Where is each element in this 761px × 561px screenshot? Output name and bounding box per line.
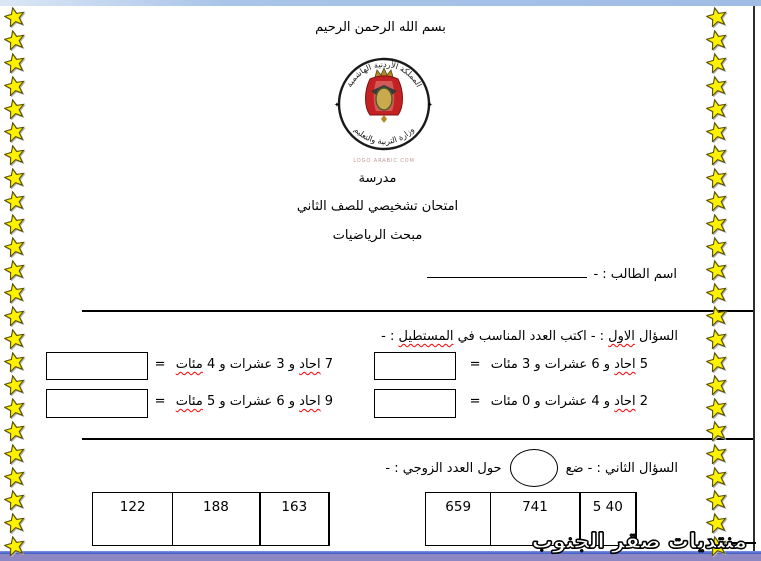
q2-title-after: حول العدد الزوجي : -: [385, 460, 502, 476]
student-name-row: [427, 263, 677, 282]
question1-title: [381, 329, 678, 344]
svg-text:✦: ✦: [334, 101, 340, 109]
hundreds-word: مئات: [490, 357, 518, 372]
star-icon: [4, 374, 25, 395]
tens-digit: 3: [276, 357, 285, 372]
star-icon: [4, 328, 25, 349]
equals-sign: =: [154, 394, 166, 409]
q1-problem-3: [470, 394, 648, 409]
star-icon: [4, 6, 25, 27]
q1-title-text: : - اكتب العدد المناسب في: [453, 329, 609, 344]
q1-title-text: السؤال: [634, 329, 678, 344]
number-value: 122: [119, 499, 146, 515]
star-icon: [4, 144, 25, 165]
tens-word: عشرات: [544, 394, 588, 409]
section-divider-2: [82, 438, 755, 440]
and-word: و: [288, 357, 296, 372]
subject-line: مبحث الرياضيات: [332, 228, 423, 243]
star-icon: [706, 190, 727, 211]
star-icon: [4, 29, 25, 50]
star-icon: [706, 397, 727, 418]
svg-text:✦: ✦: [427, 101, 433, 109]
ones-word: احاد: [299, 357, 321, 372]
ones-digit: 5: [639, 357, 648, 372]
tens-word: عشرات: [229, 357, 273, 372]
and-word: و: [219, 357, 226, 372]
star-icon: [706, 236, 727, 257]
q1-title-misspelled-word: المستطيل: [398, 329, 454, 344]
ministry-of-education-logo: [330, 57, 438, 164]
exam-title-line: امتحان تشخيصي للصف الثاني: [296, 199, 459, 214]
equals-sign: =: [469, 394, 481, 409]
star-icon: [706, 98, 727, 119]
number-value: 659: [445, 499, 472, 515]
ones-word: احاد: [614, 357, 636, 372]
number-cell[interactable]: [426, 493, 490, 545]
school-line: مدرسة: [358, 171, 397, 186]
ones-digit: 9: [324, 394, 333, 409]
star-icon: [4, 75, 25, 96]
ones-word: احاد: [614, 394, 636, 409]
star-icon: [706, 328, 727, 349]
star-icon: [4, 282, 25, 303]
ones-digit: 7: [324, 357, 333, 372]
number-value: 5 40: [592, 499, 623, 515]
star-icon: [4, 259, 25, 280]
answer-box-1[interactable]: [374, 352, 456, 380]
star-icon: [706, 420, 727, 441]
star-icon: [706, 29, 727, 50]
star-icon: [4, 52, 25, 73]
ones-digit: 2: [639, 394, 648, 409]
star-icon: [4, 420, 25, 441]
star-icon: [4, 489, 25, 510]
q1-title-text: : -: [381, 329, 399, 344]
star-icon: [706, 489, 727, 510]
star-icon: [706, 167, 727, 188]
tens-digit: 6: [591, 357, 600, 372]
star-icon: [4, 466, 25, 487]
number-cell[interactable]: [93, 493, 172, 545]
student-name-label: اسم الطالب : -: [593, 267, 677, 282]
bismillah-text: بسم الله الرحمن الرحيم: [315, 20, 446, 35]
q1-problem-2: [155, 357, 333, 372]
section-divider-1: [82, 310, 755, 312]
star-icon: [4, 121, 25, 142]
star-icon: [4, 535, 25, 556]
answer-box-2[interactable]: [46, 352, 148, 380]
and-word: و: [288, 394, 296, 409]
jordan-emblem-icon: [330, 57, 438, 151]
number-cell[interactable]: [260, 493, 329, 545]
student-name-blank[interactable]: [427, 263, 587, 278]
star-icon: [706, 374, 727, 395]
hundreds-digit: 5: [206, 394, 216, 409]
and-word: و: [603, 357, 611, 372]
and-word: و: [534, 357, 541, 372]
q1-title-misspelled-word: الاول: [608, 329, 635, 344]
hundreds-word: مئات: [490, 394, 518, 409]
oval-shape: [510, 449, 558, 487]
ones-word: احاد: [299, 394, 321, 409]
answer-box-4[interactable]: [46, 389, 148, 418]
forum-watermark: منتديات صقر الجنوب: [531, 529, 747, 553]
star-border-left: [4, 6, 25, 556]
tens-digit: 6: [276, 394, 285, 409]
tens-word: عشرات: [544, 357, 588, 372]
equals-sign: =: [154, 357, 166, 372]
hundreds-word: مئات: [175, 394, 203, 409]
star-icon: [4, 236, 25, 257]
star-icon: [4, 512, 25, 533]
star-icon: [706, 121, 727, 142]
star-icon: [4, 443, 25, 464]
window-right-border: [753, 5, 755, 552]
star-icon: [4, 351, 25, 372]
hundreds-digit: 4: [206, 357, 216, 372]
star-icon: [706, 305, 727, 326]
question2-title: [385, 449, 678, 487]
star-icon: [4, 305, 25, 326]
star-icon: [706, 282, 727, 303]
star-icon: [4, 190, 25, 211]
and-word: و: [603, 394, 611, 409]
star-icon: [4, 98, 25, 119]
star-icon: [706, 259, 727, 280]
hundreds-digit: 3: [521, 357, 531, 372]
tens-digit: 4: [591, 394, 600, 409]
star-icon: [706, 351, 727, 372]
star-icon: [706, 213, 727, 234]
and-word: و: [534, 394, 541, 409]
star-icon: [706, 443, 727, 464]
star-icon: [706, 144, 727, 165]
number-value: 163: [281, 499, 308, 515]
svg-text:المملكة الأردنية الهاشمية: المملكة الأردنية الهاشمية: [344, 59, 424, 89]
and-word: و: [219, 394, 226, 409]
star-icon: [4, 213, 25, 234]
number-value: 188: [203, 499, 229, 515]
star-icon: [706, 52, 727, 73]
hundreds-digit: 0: [521, 394, 531, 409]
star-icon: [4, 167, 25, 188]
q2-number-table-left: [92, 492, 330, 546]
q2-title-before: السؤال الثاني : - ضع: [565, 460, 678, 476]
star-icon: [706, 466, 727, 487]
tens-word: عشرات: [229, 394, 273, 409]
star-border-right: [706, 6, 727, 556]
logo-caption: LOGO ARABIC COM: [353, 157, 415, 164]
number-value: 741: [522, 499, 548, 515]
window-top-edge: [0, 0, 761, 6]
answer-box-3[interactable]: [374, 389, 456, 418]
star-icon: [706, 75, 727, 96]
q1-problem-1: [470, 357, 648, 372]
star-icon: [4, 397, 25, 418]
svg-text:وزارة التربية والتعليم: وزارة التربية والتعليم: [352, 125, 416, 147]
hundreds-word: مئات: [175, 357, 203, 372]
star-icon: [706, 6, 727, 27]
equals-sign: =: [469, 357, 481, 372]
window-bottom-band: [0, 554, 761, 561]
number-cell[interactable]: [172, 493, 259, 545]
q1-problem-4: [155, 394, 333, 409]
